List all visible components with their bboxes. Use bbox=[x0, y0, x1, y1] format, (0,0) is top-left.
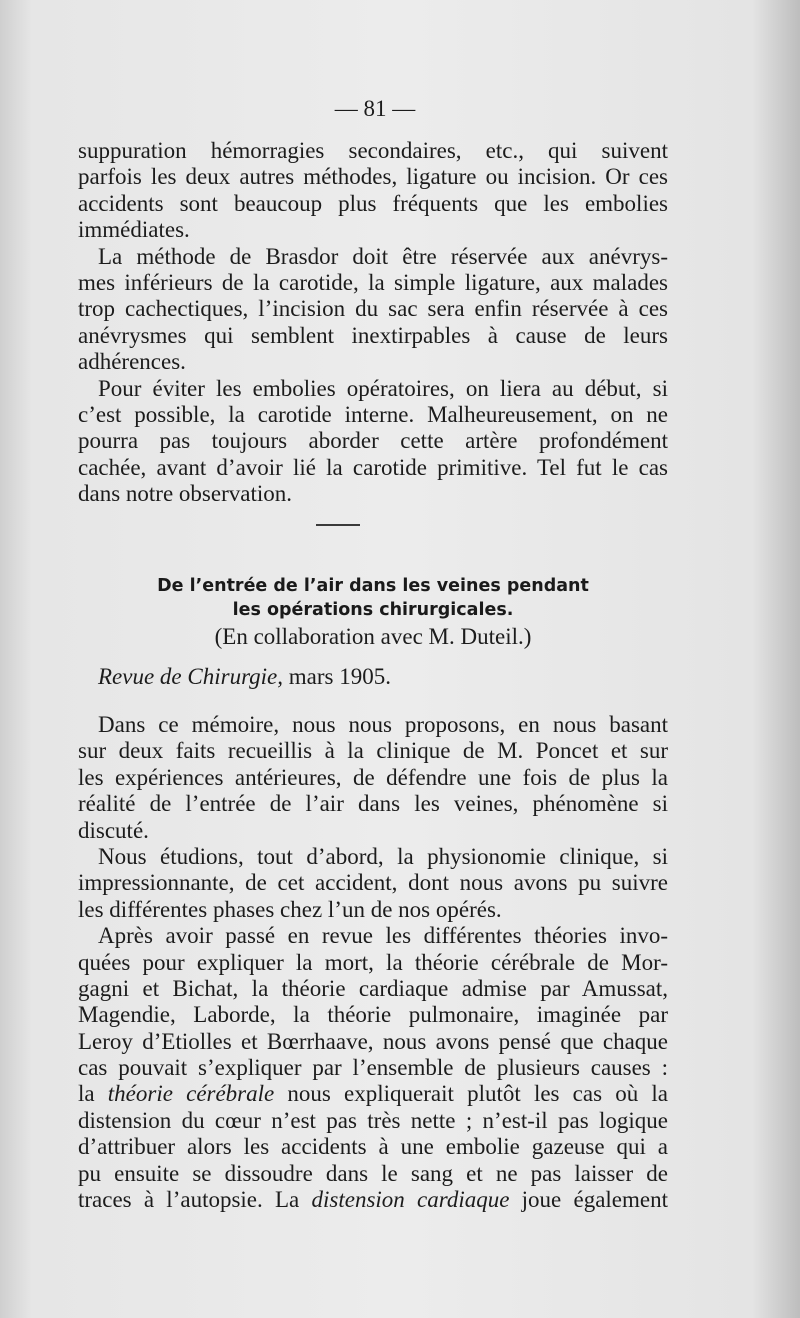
text-line: les expériences antérieures, de défendre une fois de plus la bbox=[78, 764, 668, 790]
text-line: cachée, avant d’avoir lié la carotide primitive. Tel fut le cas bbox=[78, 454, 668, 480]
text-line: La méthode de Brasdor doit être réservée aux anévrys- bbox=[98, 243, 668, 269]
text-line: pu ensuite se dissoudre dans le sang et ne pas laisser de bbox=[78, 1160, 668, 1186]
section-divider bbox=[316, 524, 360, 526]
text-line: parfois les deux autres méthodes, ligature ou incision. Or ces bbox=[78, 164, 668, 190]
text-line: sur deux faits recueillis à la clinique de M. Poncet et sur bbox=[78, 738, 668, 764]
journal-date: mars 1905. bbox=[283, 664, 391, 689]
text-line: gagni et Bichat, la théorie cardiaque admise par Amussat, bbox=[78, 975, 668, 1001]
text-block-top bbox=[78, 138, 668, 507]
section-title-line-1: De l’entrée de l’air dans les veines pendant bbox=[157, 576, 589, 596]
paragraph bbox=[78, 244, 668, 376]
text-line: mes inférieurs de la carotide, la simple ligature, aux malades bbox=[78, 269, 668, 295]
paragraph bbox=[78, 138, 668, 244]
text-line: accidents sont beaucoup plus fréquents que les embolies bbox=[78, 190, 668, 216]
text-run: joue également bbox=[509, 1187, 668, 1213]
paragraph bbox=[78, 923, 668, 1213]
text-line: discuté. bbox=[78, 817, 149, 843]
text-line: quées pour expliquer la mort, la théorie cérébrale de Mor- bbox=[78, 949, 668, 975]
journal-reference bbox=[98, 664, 391, 690]
italic-term: distension cardiaque bbox=[311, 1187, 510, 1213]
paragraph bbox=[78, 844, 668, 923]
text-line: les différentes phases chez l’un de nos opérés. bbox=[78, 896, 502, 922]
text-run: la bbox=[78, 1081, 108, 1107]
text-line: anévrysmes qui semblent inextirpables à cause de leurs bbox=[78, 322, 668, 348]
text-line: cas pouvait s’expliquer par l’ensemble de plusieurs causes : bbox=[78, 1055, 668, 1081]
text-line: Pour éviter les embolies opératoires, on liera au début, si bbox=[98, 375, 668, 401]
text-line: suppuration hémorragies secondaires, etc., qui suivent bbox=[78, 138, 668, 163]
journal-name: Revue de Chirurgie, bbox=[98, 664, 284, 689]
text-line: Après avoir passé en revue les différentes théories invo- bbox=[98, 923, 668, 949]
text-block-bottom bbox=[78, 712, 668, 1213]
text-line: pourra pas toujours aborder cette artère profondément bbox=[78, 428, 668, 454]
text-run: traces à l’autopsie. La bbox=[78, 1187, 312, 1213]
text-line: trop cachectiques, l’incision du sac sera enfin réservée à ces bbox=[78, 296, 668, 322]
text-line: d’attribuer alors les accidents à une embolie gazeuse qui a bbox=[78, 1134, 668, 1160]
text-line: Leroy d’Etiolles et Bœrrhaave, nous avons pensé que chaque bbox=[78, 1028, 668, 1054]
text-line: immédiates. bbox=[78, 217, 190, 243]
text-run: nous expliquerait plutôt les cas où la bbox=[274, 1081, 668, 1107]
text-line: impressionnante, de cet accident, dont nous avons pu suivre bbox=[78, 870, 668, 896]
collaboration-note: (En collaboration avec M. Duteil.) bbox=[214, 624, 532, 649]
text-line: Magendie, Laborde, la théorie pulmonaire, imaginée par bbox=[78, 1002, 668, 1028]
section-title-line-2: les opérations chirurgicales. bbox=[232, 600, 514, 620]
text-line: réalité de l’entrée de l’air dans les veines, phénomène si bbox=[78, 791, 668, 817]
text-line bbox=[78, 1187, 668, 1213]
text-line: dans notre observation. bbox=[78, 481, 292, 507]
text-line bbox=[78, 1081, 668, 1107]
text-line: Dans ce mémoire, nous nous proposons, en nous basant bbox=[98, 712, 668, 737]
text-line: c’est possible, la carotide interne. Malheureusement, on ne bbox=[78, 401, 668, 427]
page-number: — 81 — bbox=[334, 96, 416, 121]
italic-term: théorie cérébrale bbox=[107, 1081, 275, 1107]
text-line: adhérences. bbox=[78, 349, 186, 375]
paragraph bbox=[78, 376, 668, 508]
text-line: distension du cœur n’est pas très nette ; n’est-il pas logique bbox=[78, 1107, 668, 1133]
paragraph bbox=[78, 712, 668, 844]
text-line: Nous étudions, tout d’abord, la physionomie clinique, si bbox=[98, 843, 668, 869]
